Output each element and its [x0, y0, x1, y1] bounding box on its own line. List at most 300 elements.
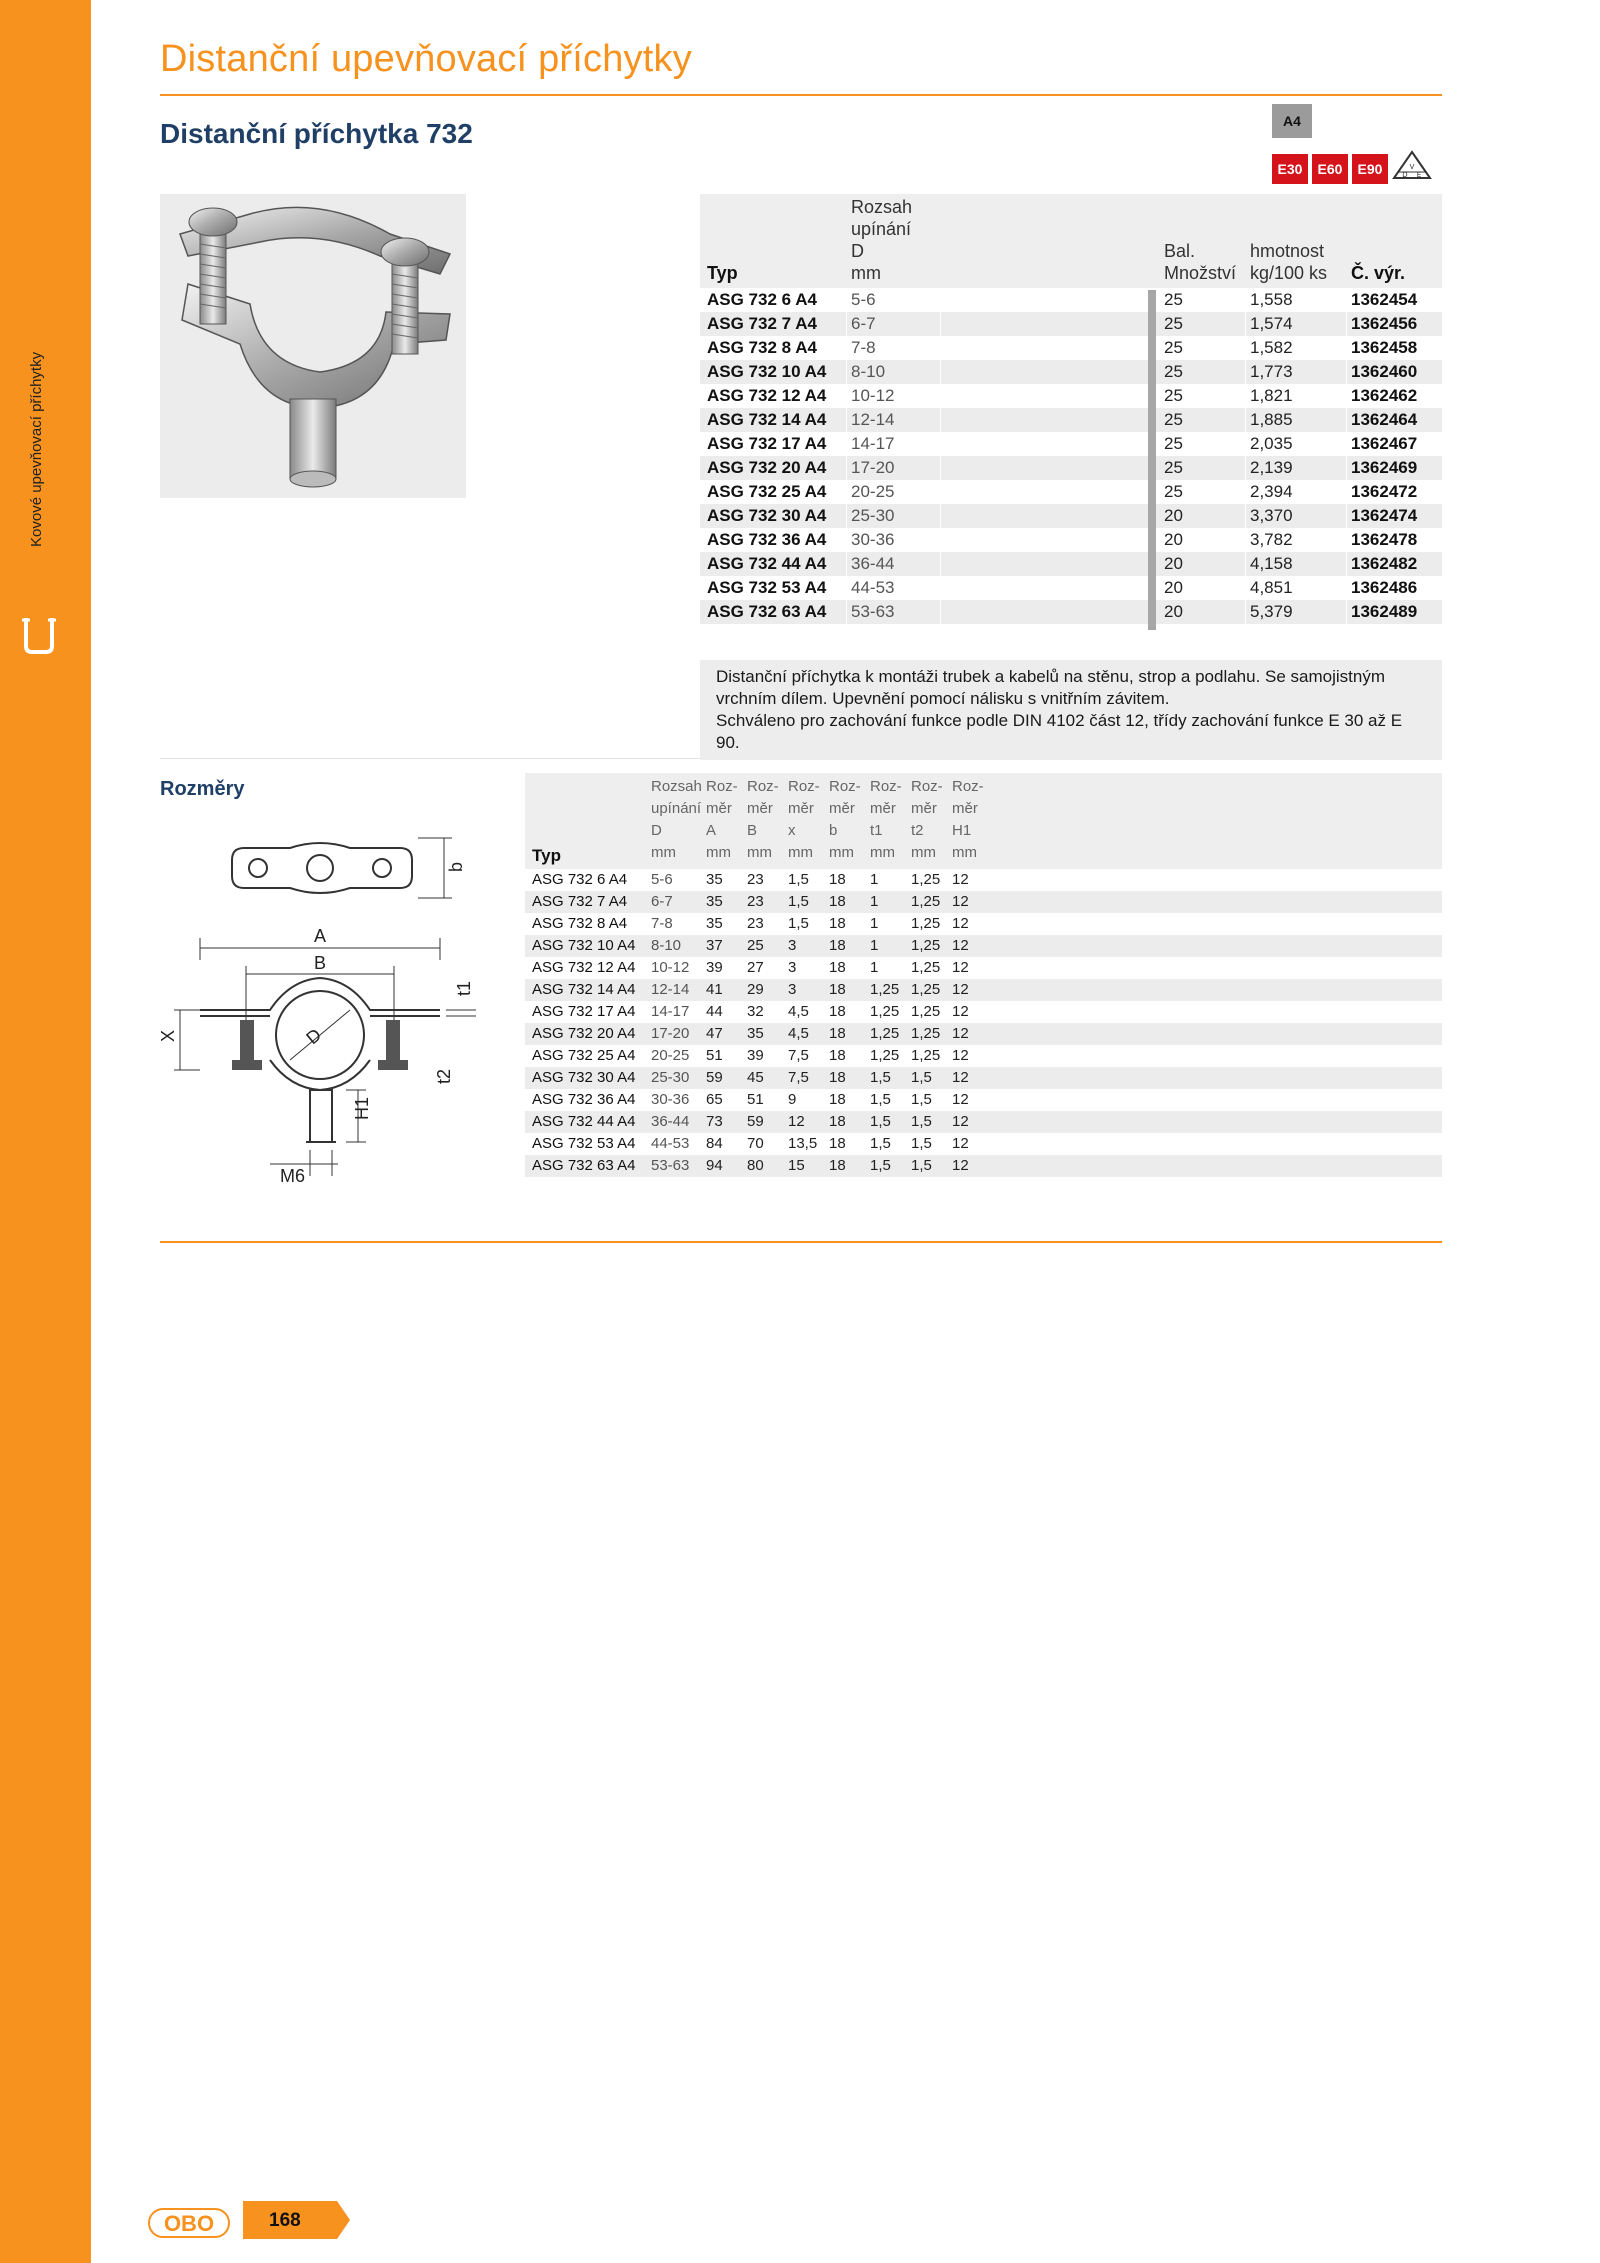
cell-divider [1346, 384, 1347, 408]
table-row [525, 913, 1442, 935]
table-row [525, 1023, 1442, 1045]
table-row [700, 576, 1442, 600]
cell-divider [1245, 600, 1246, 624]
row-dim-value: 12 [952, 937, 969, 954]
row-typ: ASG 732 6 A4 [532, 871, 628, 888]
page-number-tab [243, 2201, 350, 2239]
cell-divider [940, 288, 941, 312]
row-typ: ASG 732 14 A4 [707, 410, 827, 429]
row-typ: ASG 732 17 A4 [532, 1003, 636, 1020]
dims-header-col: t2 [911, 822, 924, 839]
row-weight: 4,851 [1250, 578, 1293, 597]
row-range: 44-53 [651, 1135, 690, 1152]
row-dim-value: 1 [870, 915, 879, 932]
footer-rule [160, 1241, 1442, 1243]
dims-header-col: Roz- [870, 778, 902, 795]
row-range: 20-25 [851, 482, 895, 501]
row-weight: 1,885 [1250, 410, 1293, 429]
section-divider [160, 758, 700, 759]
row-dim-value: 18 [829, 1003, 846, 1020]
dims-header-col: Roz- [829, 778, 861, 795]
cell-divider [1346, 552, 1347, 576]
row-bal: 20 [1164, 602, 1183, 621]
row-bal: 25 [1164, 434, 1183, 453]
table-row [525, 1089, 1442, 1111]
row-dim-value: 29 [747, 981, 764, 998]
row-dim-value: 1,5 [870, 1157, 891, 1174]
label-d: D [302, 1024, 326, 1049]
row-dim-value: 1 [870, 937, 879, 954]
row-range: 25-30 [651, 1069, 690, 1086]
row-dim-value: 12 [952, 1157, 969, 1174]
page-title: Distanční upevňovací příchytky [160, 38, 692, 80]
cell-divider [1245, 432, 1246, 456]
fire-badge-e60: E60 [1312, 154, 1348, 184]
table-row [700, 456, 1442, 480]
row-bal: 25 [1164, 338, 1183, 357]
cell-divider [940, 384, 941, 408]
table-row [700, 504, 1442, 528]
row-dim-value: 1,25 [870, 1025, 900, 1042]
product-table-header [700, 194, 1442, 288]
row-typ: ASG 732 53 A4 [532, 1135, 636, 1152]
row-range: 25-30 [851, 506, 895, 525]
row-dim-value: 27 [747, 959, 764, 976]
row-dim-value: 47 [706, 1025, 723, 1042]
row-bal: 25 [1164, 482, 1183, 501]
row-typ: ASG 732 20 A4 [707, 458, 827, 477]
row-dim-value: 1,25 [911, 871, 941, 888]
cell-divider [846, 552, 847, 576]
row-typ: ASG 732 36 A4 [707, 530, 827, 549]
row-dim-value: 1 [870, 893, 879, 910]
dimensions-title: Rozměry [160, 778, 245, 800]
row-dim-value: 1 [870, 871, 879, 888]
table-row [700, 552, 1442, 576]
table-row [525, 891, 1442, 913]
row-dim-value: 3 [788, 959, 797, 976]
row-dim-value: 23 [747, 871, 764, 888]
logo-text: OBO [163, 2211, 215, 2236]
dims-header-range: Rozsah [651, 778, 702, 795]
row-bal: 20 [1164, 578, 1183, 597]
row-dim-value: 1,25 [870, 981, 900, 998]
cell-divider [1346, 408, 1347, 432]
dimensions-table-header [525, 773, 1442, 869]
dims-header-col: mm [870, 844, 895, 861]
row-dim-value: 1,5 [911, 1157, 932, 1174]
row-range: 10-12 [851, 386, 895, 405]
cell-divider [940, 456, 941, 480]
dims-header-col: měr [870, 800, 896, 817]
row-bal: 25 [1164, 386, 1183, 405]
row-dim-value: 35 [706, 871, 723, 888]
cell-divider [940, 432, 941, 456]
row-dim-value: 70 [747, 1135, 764, 1152]
cell-divider [846, 312, 847, 336]
table-row [700, 600, 1442, 624]
row-dim-value: 18 [829, 871, 846, 888]
row-bal: 25 [1164, 314, 1183, 333]
row-dim-value: 1,25 [870, 1003, 900, 1020]
row-dim-value: 1,5 [870, 1069, 891, 1086]
dims-header-col: Roz- [706, 778, 738, 795]
row-range: 12-14 [651, 981, 690, 998]
table-row [525, 1111, 1442, 1133]
row-dim-value: 32 [747, 1003, 764, 1020]
dims-header-col: H1 [952, 822, 972, 839]
row-range: 8-10 [851, 362, 886, 381]
cell-divider [1346, 504, 1347, 528]
row-dim-value: 1,25 [911, 1025, 941, 1042]
row-typ: ASG 732 25 A4 [707, 482, 827, 501]
row-weight: 3,370 [1250, 506, 1293, 525]
table-row [525, 869, 1442, 891]
row-weight: 5,379 [1250, 602, 1293, 621]
table-row [700, 312, 1442, 336]
row-dim-value: 12 [952, 1025, 969, 1042]
clamp-icon [20, 612, 56, 661]
table-row [525, 1155, 1442, 1177]
row-dim-value: 18 [829, 1113, 846, 1130]
dims-header-col: měr [788, 800, 814, 817]
row-code: 1362472 [1351, 482, 1418, 501]
row-range: 12-14 [851, 410, 895, 429]
row-dim-value: 51 [747, 1091, 764, 1108]
row-typ: ASG 732 7 A4 [532, 893, 628, 910]
row-range: 53-63 [651, 1157, 690, 1174]
table-row [700, 360, 1442, 384]
row-weight: 2,139 [1250, 458, 1293, 477]
row-dim-value: 1,25 [911, 893, 941, 910]
dims-header-col: Roz- [747, 778, 779, 795]
row-weight: 2,035 [1250, 434, 1293, 453]
row-dim-value: 23 [747, 893, 764, 910]
row-range: 17-20 [651, 1025, 690, 1042]
label-b-width: B [313, 953, 327, 973]
row-typ: ASG 732 63 A4 [707, 602, 827, 621]
row-dim-value: 1,25 [870, 1047, 900, 1064]
label-t2: t2 [434, 1068, 454, 1084]
header-weight-line2: kg/100 ks [1250, 263, 1328, 283]
row-dim-value: 4,5 [788, 1003, 809, 1020]
row-weight: 1,582 [1250, 338, 1293, 357]
obo-logo [148, 2208, 230, 2243]
row-code: 1362489 [1351, 602, 1418, 621]
header-bal-line2: Množství [1164, 263, 1237, 283]
row-dim-value: 18 [829, 1091, 846, 1108]
row-range: 36-44 [851, 554, 895, 573]
dims-header-col: Roz- [952, 778, 984, 795]
cell-divider [1346, 288, 1347, 312]
header-range-line1: Rozsah [851, 197, 913, 217]
row-weight: 3,782 [1250, 530, 1293, 549]
row-dim-value: 18 [829, 1135, 846, 1152]
cell-divider [1245, 552, 1246, 576]
cell-divider [846, 456, 847, 480]
cell-divider [846, 360, 847, 384]
row-bal: 20 [1164, 530, 1183, 549]
row-typ: ASG 732 12 A4 [532, 959, 636, 976]
table-row [700, 432, 1442, 456]
row-dim-value: 59 [706, 1069, 723, 1086]
row-dim-value: 37 [706, 937, 723, 954]
cell-divider [1346, 336, 1347, 360]
sidebar [0, 0, 91, 2263]
header-typ: Typ [707, 263, 738, 283]
row-dim-value: 4,5 [788, 1025, 809, 1042]
cell-divider [1245, 504, 1246, 528]
fire-badge-e30: E30 [1272, 154, 1308, 184]
cell-divider [1245, 312, 1246, 336]
row-typ: ASG 732 8 A4 [707, 338, 817, 357]
row-code: 1362478 [1351, 530, 1418, 549]
row-bal: 25 [1164, 290, 1183, 309]
row-dim-value: 18 [829, 1069, 846, 1086]
dims-header-col: B [747, 822, 758, 839]
cell-divider [940, 408, 941, 432]
row-dim-value: 18 [829, 1025, 846, 1042]
cell-divider [1346, 456, 1347, 480]
row-dim-value: 12 [952, 959, 969, 976]
header-range-unit: mm [851, 263, 881, 283]
row-typ: ASG 732 30 A4 [532, 1069, 636, 1086]
row-dim-value: 18 [829, 1157, 846, 1174]
row-dim-value: 1,25 [911, 915, 941, 932]
cell-divider [1245, 408, 1246, 432]
product-description [700, 660, 1442, 760]
cell-divider [1346, 432, 1347, 456]
row-dim-value: 1,5 [870, 1135, 891, 1152]
cell-divider [846, 432, 847, 456]
dims-header-col: mm [911, 844, 936, 861]
header-code: Č. výr. [1351, 263, 1406, 283]
fire-rating-badges [1272, 150, 1432, 187]
table-row [525, 935, 1442, 957]
row-dim-value: 1,5 [911, 1135, 932, 1152]
row-typ: ASG 732 7 A4 [707, 314, 817, 333]
row-bal: 20 [1164, 554, 1183, 573]
cell-divider [1245, 456, 1246, 480]
row-dim-value: 35 [747, 1025, 764, 1042]
row-dim-value: 1,25 [911, 981, 941, 998]
row-bal: 25 [1164, 410, 1183, 429]
row-dim-value: 12 [952, 893, 969, 910]
row-dim-value: 1,25 [911, 959, 941, 976]
row-dim-value: 13,5 [788, 1135, 818, 1152]
dims-header-col: měr [829, 800, 855, 817]
row-range: 5-6 [651, 871, 673, 888]
row-typ: ASG 732 6 A4 [707, 290, 817, 309]
row-code: 1362454 [1351, 290, 1418, 309]
row-range: 6-7 [651, 893, 673, 910]
row-dim-value: 18 [829, 893, 846, 910]
cell-divider [940, 312, 941, 336]
row-typ: ASG 732 44 A4 [707, 554, 827, 573]
row-typ: ASG 732 8 A4 [532, 915, 628, 932]
row-code: 1362486 [1351, 578, 1418, 597]
dims-header-col: měr [747, 800, 773, 817]
row-code: 1362462 [1351, 386, 1418, 405]
dims-header-col: měr [952, 800, 978, 817]
row-dim-value: 94 [706, 1157, 723, 1174]
row-range: 10-12 [651, 959, 690, 976]
row-dim-value: 1,25 [911, 1003, 941, 1020]
row-dim-value: 39 [706, 959, 723, 976]
row-weight: 1,773 [1250, 362, 1293, 381]
table-divider-bar [1148, 290, 1156, 630]
row-typ: ASG 732 10 A4 [532, 937, 636, 954]
row-range: 6-7 [851, 314, 876, 333]
table-row [700, 384, 1442, 408]
row-dim-value: 18 [829, 981, 846, 998]
dims-header-typ: Typ [532, 846, 561, 865]
page-number: 168 [269, 2210, 301, 2231]
row-dim-value: 23 [747, 915, 764, 932]
dimensions-table [525, 773, 1442, 1177]
row-typ: ASG 732 25 A4 [532, 1047, 636, 1064]
svg-text:D: D [1402, 171, 1408, 179]
row-weight: 1,821 [1250, 386, 1293, 405]
row-range: 14-17 [851, 434, 895, 453]
row-dim-value: 35 [706, 893, 723, 910]
row-range: 30-36 [651, 1091, 690, 1108]
row-dim-value: 39 [747, 1047, 764, 1064]
cell-divider [940, 600, 941, 624]
row-range: 44-53 [851, 578, 895, 597]
row-range: 7-8 [851, 338, 876, 357]
row-range: 36-44 [651, 1113, 690, 1130]
cell-divider [940, 528, 941, 552]
row-dim-value: 3 [788, 937, 797, 954]
row-dim-value: 12 [952, 1091, 969, 1108]
row-dim-value: 12 [952, 1135, 969, 1152]
row-dim-value: 1,5 [911, 1113, 932, 1130]
row-dim-value: 15 [788, 1157, 805, 1174]
row-dim-value: 18 [829, 937, 846, 954]
cell-divider [846, 336, 847, 360]
row-dim-value: 1,5 [911, 1069, 932, 1086]
row-typ: ASG 732 14 A4 [532, 981, 636, 998]
dims-header-col: x [788, 822, 796, 839]
product-title: Distanční příchytka 732 [160, 118, 473, 149]
row-dim-value: 7,5 [788, 1047, 809, 1064]
svg-text:V: V [1409, 163, 1415, 171]
label-a: A [313, 926, 327, 946]
table-row [525, 1133, 1442, 1155]
row-code: 1362458 [1351, 338, 1418, 357]
row-dim-value: 65 [706, 1091, 723, 1108]
row-dim-value: 1,5 [788, 893, 809, 910]
table-row [525, 979, 1442, 1001]
row-dim-value: 44 [706, 1003, 723, 1020]
dims-header-col: b [829, 822, 838, 839]
cell-divider [1346, 576, 1347, 600]
row-typ: ASG 732 53 A4 [707, 578, 827, 597]
description-line-1: Distanční příchytka k montáži trubek a kabelů na stěnu, strop a podlahu. Se samojistným vrchním dílem. Upevnění pomocí nálisku s vnitřním závitem. [716, 667, 1386, 708]
table-row [700, 408, 1442, 432]
row-dim-value: 18 [829, 915, 846, 932]
cell-divider [846, 576, 847, 600]
table-row [700, 288, 1442, 312]
dims-header-col: mm [829, 844, 854, 861]
product-table [700, 194, 1442, 624]
cell-divider [1245, 480, 1246, 504]
row-range: 20-25 [651, 1047, 690, 1064]
row-typ: ASG 732 10 A4 [707, 362, 827, 381]
row-dim-value: 18 [829, 959, 846, 976]
row-dim-value: 9 [788, 1091, 797, 1108]
label-m6: M6 [280, 1166, 306, 1186]
cell-divider [1346, 480, 1347, 504]
cell-divider [1245, 288, 1246, 312]
vde-certification-icon [1392, 150, 1432, 187]
cell-divider [940, 552, 941, 576]
row-dim-value: 1,5 [788, 915, 809, 932]
dims-header-col: Roz- [788, 778, 820, 795]
row-dim-value: 1,5 [911, 1091, 932, 1108]
row-dim-value: 1 [870, 959, 879, 976]
cell-divider [1346, 528, 1347, 552]
row-dim-value: 25 [747, 937, 764, 954]
row-dim-value: 45 [747, 1069, 764, 1086]
header-range-line2: upínání [851, 219, 912, 239]
row-typ: ASG 732 30 A4 [707, 506, 827, 525]
row-typ: ASG 732 17 A4 [707, 434, 827, 453]
row-dim-value: 1,5 [870, 1091, 891, 1108]
cell-divider [940, 504, 941, 528]
row-weight: 4,158 [1250, 554, 1293, 573]
row-dim-value: 7,5 [788, 1069, 809, 1086]
cell-divider [1245, 336, 1246, 360]
row-dim-value: 35 [706, 915, 723, 932]
cell-divider [1245, 360, 1246, 384]
fire-badge-e90: E90 [1352, 154, 1388, 184]
table-row [700, 336, 1442, 360]
row-range: 8-10 [651, 937, 682, 954]
dims-header-col: Roz- [911, 778, 943, 795]
row-dim-value: 3 [788, 981, 797, 998]
row-dim-value: 12 [952, 1047, 969, 1064]
row-code: 1362469 [1351, 458, 1418, 477]
row-dim-value: 73 [706, 1113, 723, 1130]
header-range-line3: D [851, 241, 864, 261]
row-range: 5-6 [851, 290, 876, 309]
row-code: 1362460 [1351, 362, 1418, 381]
header-weight-line1: hmotnost [1250, 241, 1325, 261]
row-dim-value: 51 [706, 1047, 723, 1064]
row-dim-value: 84 [706, 1135, 723, 1152]
cell-divider [1245, 528, 1246, 552]
row-dim-value: 1,25 [911, 1047, 941, 1064]
cell-divider [1346, 360, 1347, 384]
dims-header-range: mm [651, 844, 676, 861]
row-dim-value: 59 [747, 1113, 764, 1130]
row-dim-value: 18 [829, 1047, 846, 1064]
row-range: 30-36 [851, 530, 895, 549]
dimensions-table-body [525, 869, 1442, 1177]
header-bal-line1: Bal. [1164, 241, 1196, 261]
cell-divider [1346, 600, 1347, 624]
cell-divider [940, 576, 941, 600]
cell-divider [940, 336, 941, 360]
cell-divider [940, 360, 941, 384]
row-typ: ASG 732 44 A4 [532, 1113, 636, 1130]
row-code: 1362482 [1351, 554, 1418, 573]
row-code: 1362456 [1351, 314, 1418, 333]
dimension-drawing [160, 820, 520, 1200]
row-bal: 25 [1164, 362, 1183, 381]
